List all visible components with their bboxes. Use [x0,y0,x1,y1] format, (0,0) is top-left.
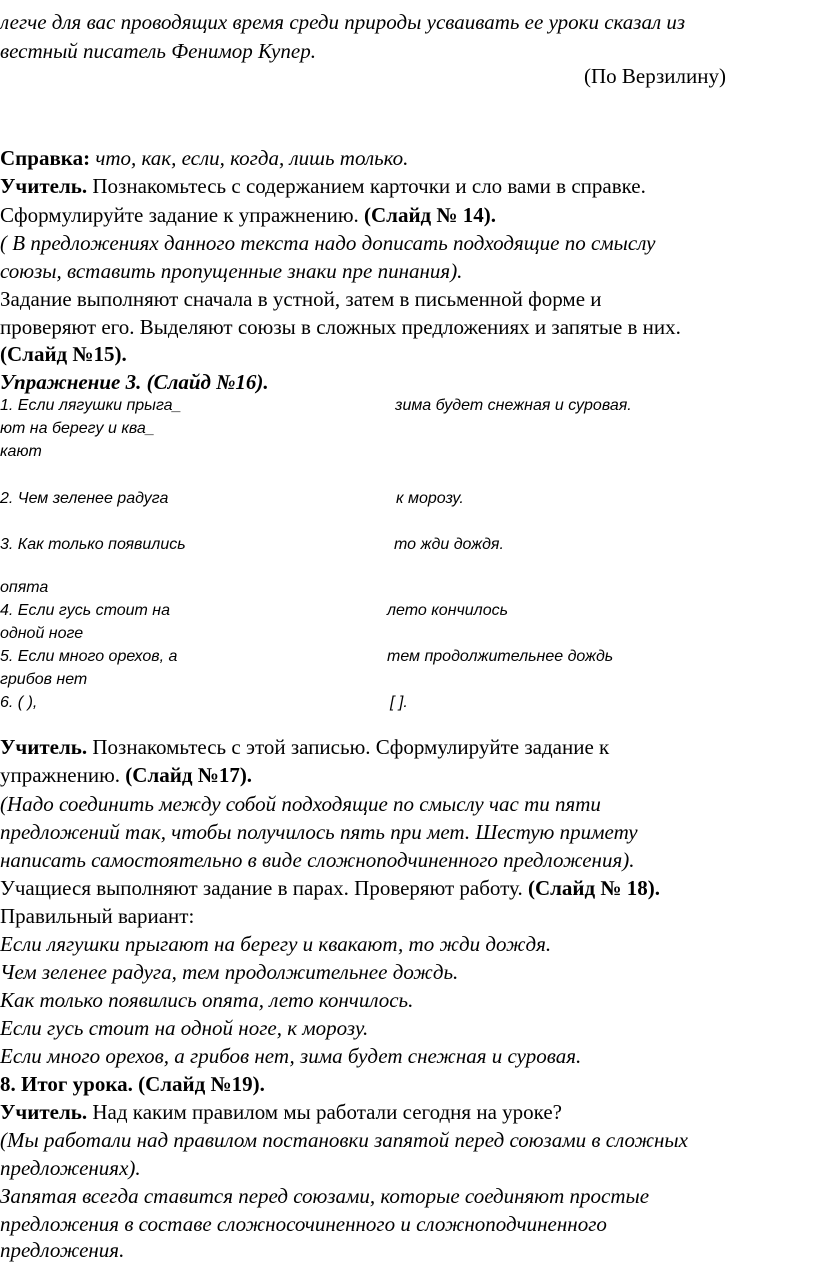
source-attribution: (По Верзилину) [584,64,726,88]
slide-17: (Слайд №17). [125,763,253,787]
intro-line-2: вестный писатель Фенимор Купер. [0,39,316,63]
rule-line-1: Запятая всегда ставится перед союзами, которые соединяют простые [0,1184,650,1208]
teacher2-answer-2: предложений так, чтобы получилось пять при мет. Шестую примету [0,820,638,844]
teacher1-text-2: Сформулируйте задание к упражнению. [0,203,365,227]
teacher-label: Учитель. [0,174,88,198]
exercise-right: к морозу. [396,490,464,507]
rule-line-3: предложения. [0,1238,125,1262]
exercise-left: опята [0,579,49,596]
reference-words: что, как, если, когда, лишь только. [90,146,409,170]
exercise-right: [ ]. [390,694,408,711]
teacher-label: Учитель. [0,735,88,759]
teacher1-line-1 [0,172,646,201]
teacher2-line-1 [0,733,609,762]
summary-answer-2: предложениях). [0,1156,141,1180]
reference-label: Справка: [0,146,91,170]
exercise-right: лето кончилось [387,602,509,619]
teacher1-answer-2: союзы, вставить пропущенные знаки пре пинания). [0,259,463,283]
exercise-right: то жди дождя. [394,536,504,553]
teacher1-text-1: Познакомьтесь с содержанием карточки и сло вами в справке. [87,174,646,198]
exercise-left: 2. Чем зеленее радуга [0,490,169,507]
exercise-left: грибов нет [0,671,88,688]
teacher1-line-2 [0,201,496,230]
exercise-right: тем продолжительнее дождь [387,648,614,665]
pairs-text: Учащиеся выполняют задание в парах. Проверяют работу. [0,876,528,900]
teacher2-answer-1: (Надо соединить между собой подходящие по смыслу час ти пяти [0,792,601,816]
correct-line: Если гусь стоит на одной ноге, к морозу. [0,1016,369,1040]
exercise-left: 1. Если лягушки прыга_ [0,397,182,414]
pairs-line [0,874,660,903]
rule-line-2: предложения в составе сложносочиненного и сложноподчиненного [0,1212,607,1236]
summary-heading: 8. Итог урока. (Слайд №19). [0,1072,265,1096]
intro-line-1: легче для вас проводящих время среди природы усваивать ее уроки сказал из [0,10,686,34]
correct-line: Чем зеленее радуга, тем продолжительнее дождь. [0,960,459,984]
exercise-left: одной ноге [0,625,84,642]
teacher2-answer-3: написать самостоятельно в виде сложноподчиненного предложения). [0,848,635,872]
teacher-label: Учитель. [0,1100,88,1124]
teacher2-text-1: Познакомьтесь с этой записью. Сформулируйте задание к [87,735,610,759]
exercise-left: 6. ( ), [0,694,38,711]
exercise-title: Упражнение 3. (Слайд №16). [0,370,269,394]
summary-question-line [0,1098,562,1127]
correct-line: Если лягушки прыгают на берегу и квакают, то жди дождя. [0,932,552,956]
correct-variant-label: Правильный вариант: [0,904,195,928]
summary-question: Над каким правилом мы работали сегодня на уроке? [87,1100,562,1124]
reference-line [0,144,408,173]
teacher2-text-2: упражнению. [0,763,126,787]
exercise-left: кают [0,443,42,460]
correct-line: Как только появились опята, лето кончилось. [0,988,414,1012]
teacher1-answer-1: ( В предложениях данного текста надо дописать подходящие по смыслу [0,231,656,255]
exercise-left: 3. Как только появились [0,536,186,553]
exercise-left: 4. Если гусь стоит на [0,602,170,619]
exercise-left: ют на берегу и ква_ [0,420,155,437]
exercise-left: 5. Если много орехов, а [0,648,178,665]
summary-answer-1: (Мы работали над правилом постановки запятой перед союзами в сложных [0,1128,688,1152]
slide-14: (Слайд № 14). [364,203,497,227]
teacher1-task-1: Задание выполняют сначала в устной, затем в письменной форме и [0,287,602,311]
slide-18: (Слайд № 18). [527,876,660,900]
correct-line: Если много орехов, а грибов нет, зима будет снежная и суровая. [0,1044,582,1068]
slide-15: (Слайд №15). [0,342,127,366]
teacher2-line-2 [0,761,252,790]
teacher1-task-2: проверяют его. Выделяют союзы в сложных предложениях и запятые в них. [0,315,681,339]
exercise-right: зима будет снежная и суровая. [395,397,632,414]
